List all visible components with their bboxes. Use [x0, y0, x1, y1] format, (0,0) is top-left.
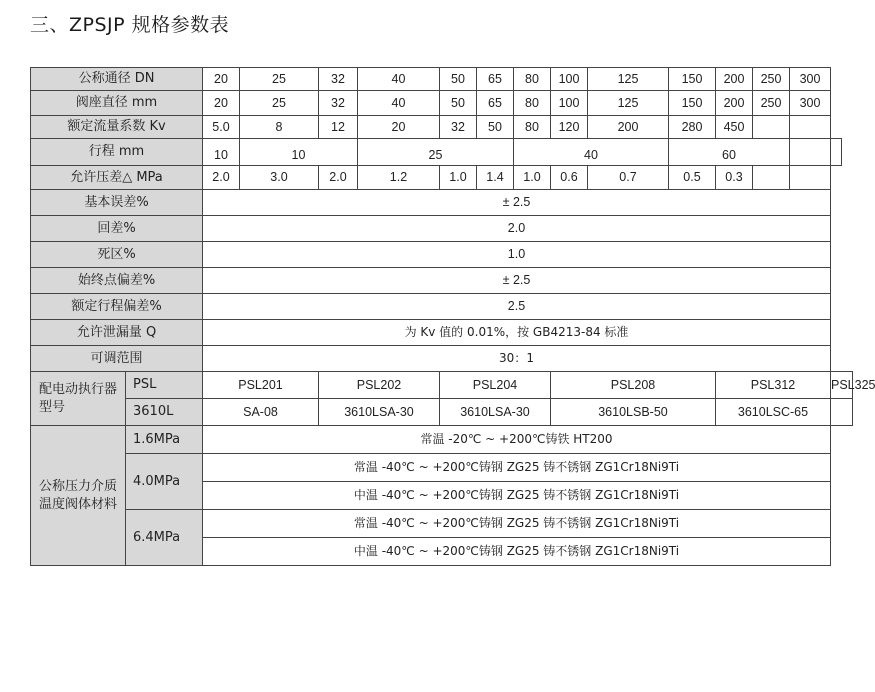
spec-table [30, 67, 875, 566]
table-cell: 80 [514, 116, 551, 139]
table-cell: 50 [477, 116, 514, 139]
table-cell: 3610LSB-50 [551, 399, 716, 426]
table-cell: 50 [440, 68, 477, 91]
table-cell: 32 [319, 68, 358, 91]
table-row-basic-error [31, 190, 853, 216]
table-cell [753, 116, 790, 139]
table-cell: 1.0 [203, 242, 831, 268]
table-cell: PSL208 [551, 372, 716, 399]
row-label: 允许泄漏量 Q [31, 320, 203, 346]
table-cell: ± 2.5 [203, 190, 831, 216]
table-cell: 280 [669, 116, 716, 139]
table-cell: 中温 -40℃ ~ +200℃铸钢 ZG25 铸不锈钢 ZG1Cr18Ni9Ti [203, 482, 831, 510]
row-label: 公称通径 DN [31, 68, 203, 91]
table-cell: PSL204 [440, 372, 551, 399]
table-cell: 125 [588, 68, 669, 91]
table-cell: 中温 -40℃ ~ +200℃铸钢 ZG25 铸不锈钢 ZG1Cr18Ni9Ti [203, 538, 831, 566]
table-cell: 32 [319, 91, 358, 116]
table-cell: 80 [514, 68, 551, 91]
table-cell: 1.0 [514, 166, 551, 190]
row-label: 额定行程偏差% [31, 294, 203, 320]
table-cell: 125 [588, 91, 669, 116]
table-cell: 12 [319, 116, 358, 139]
row-label: 允许压差△ MPa [31, 166, 203, 190]
table-cell: 200 [716, 91, 753, 116]
table-cell: 3610LSA-30 [319, 399, 440, 426]
row-label: 死区% [31, 242, 203, 268]
table-cell [790, 139, 831, 166]
row-sublabel: 4.0MPa [126, 454, 203, 510]
table-cell: 1.4 [477, 166, 514, 190]
table-cell: 40 [514, 139, 669, 166]
page-title: 三、ZPSJP 规格参数表 [30, 14, 230, 36]
table-cell: 0.6 [551, 166, 588, 190]
table-cell: 0.3 [716, 166, 753, 190]
table-cell: 40 [358, 68, 440, 91]
table-cell: 常温 -40℃ ~ +200℃铸钢 ZG25 铸不锈钢 ZG1Cr18Ni9Ti [203, 510, 831, 538]
table-cell [753, 166, 790, 190]
table-cell: 常温 -40℃ ~ +200℃铸钢 ZG25 铸不锈钢 ZG1Cr18Ni9Ti [203, 454, 831, 482]
table-cell: 2.0 [203, 166, 240, 190]
row-label: 可调范围 [31, 346, 203, 372]
table-cell: 0.7 [588, 166, 669, 190]
table-cell: 40 [358, 91, 440, 116]
table-row-seat [31, 91, 853, 116]
table-cell: 25 [240, 91, 319, 116]
row-sublabel: PSL [126, 372, 203, 399]
table-cell: 常温 -20℃ ~ +200℃铸铁 HT200 [203, 426, 831, 454]
table-row-psl [31, 372, 853, 399]
table-row-hysteresis [31, 216, 853, 242]
table-cell [790, 166, 831, 190]
row-label: 阀座直径 mm [31, 91, 203, 116]
table-cell [831, 139, 842, 166]
row-label: 基本误差% [31, 190, 203, 216]
table-row-pressure-64a [31, 510, 853, 538]
actuator-group-label: 配电动执行器型号 [31, 372, 126, 426]
table-row-endpoint [31, 268, 853, 294]
row-label: 始终点偏差% [31, 268, 203, 294]
table-cell: 1.2 [358, 166, 440, 190]
table-cell: 200 [588, 116, 669, 139]
table-cell: 5.0 [203, 116, 240, 139]
table-cell: 1.0 [440, 166, 477, 190]
row-label: 回差% [31, 216, 203, 242]
table-cell [790, 116, 831, 139]
row-label: 额定流量系数 Kv [31, 116, 203, 139]
table-cell: 25 [358, 139, 514, 166]
table-cell: 2.0 [319, 166, 358, 190]
table-cell: 150 [669, 91, 716, 116]
pressure-group-label: 公称压力介质温度阀体材料 [31, 426, 126, 566]
table-cell: 450 [716, 116, 753, 139]
table-cell: 100 [551, 68, 588, 91]
table-row-3610l [31, 399, 853, 426]
row-label: 行程 mm [31, 139, 203, 166]
table-cell: 80 [514, 91, 551, 116]
table-cell: 2.5 [203, 294, 831, 320]
table-row-dn [31, 68, 853, 91]
table-cell: 8 [240, 116, 319, 139]
table-cell: 300 [790, 68, 831, 91]
table-cell: 32 [440, 116, 477, 139]
table-cell: 150 [669, 68, 716, 91]
row-sublabel: 6.4MPa [126, 510, 203, 566]
table-cell: 2.0 [203, 216, 831, 242]
table-cell: 10 [240, 139, 358, 166]
table-cell: 20 [358, 116, 440, 139]
table-cell: PSL202 [319, 372, 440, 399]
table-cell: 25 [240, 68, 319, 91]
table-cell: PSL325 [831, 372, 853, 399]
table-cell: 100 [551, 91, 588, 116]
table-row-stroke [31, 139, 853, 166]
table-row-deadband [31, 242, 853, 268]
table-row-pressure-16 [31, 426, 853, 454]
table-cell: 65 [477, 68, 514, 91]
table-cell: PSL201 [203, 372, 319, 399]
table-cell: 0.5 [669, 166, 716, 190]
table-cell: 为 Kv 值的 0.01%，按 GB4213-84 标准 [203, 320, 831, 346]
table-cell: PSL312 [716, 372, 831, 399]
table-cell: 60 [669, 139, 790, 166]
table-row-dp [31, 166, 853, 190]
row-sublabel: 1.6MPa [126, 426, 203, 454]
table-row-rated-stroke [31, 294, 853, 320]
table-cell: 250 [753, 91, 790, 116]
table-row-range [31, 346, 853, 372]
table-cell: ± 2.5 [203, 268, 831, 294]
row-sublabel: 3610L [126, 399, 203, 426]
table-cell: 3610LSC-65 [716, 399, 831, 426]
table-row-leakage [31, 320, 853, 346]
table-cell: 3610LSA-30 [440, 399, 551, 426]
table-row-kv [31, 116, 853, 139]
table-cell: 20 [203, 68, 240, 91]
table-row-pressure-40a [31, 454, 853, 482]
table-cell: 30：1 [203, 346, 831, 372]
table-cell: 3.0 [240, 166, 319, 190]
table-cell: 200 [716, 68, 753, 91]
table-cell: 20 [203, 91, 240, 116]
table-cell: 50 [440, 91, 477, 116]
table-cell: SA-08 [203, 399, 319, 426]
table-cell [831, 399, 853, 426]
table-cell: 120 [551, 116, 588, 139]
table-cell: 250 [753, 68, 790, 91]
table-cell: 300 [790, 91, 831, 116]
table-cell: 10 [203, 139, 240, 166]
table-cell: 65 [477, 91, 514, 116]
